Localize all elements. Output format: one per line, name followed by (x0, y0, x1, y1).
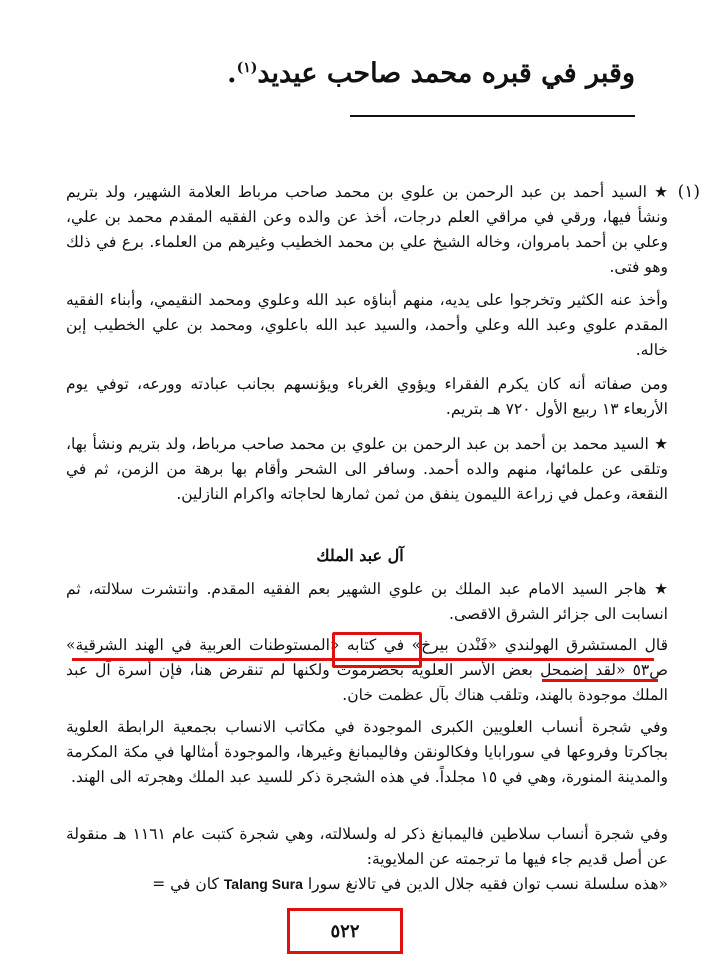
latin-place-name: Talang Sura (223, 876, 303, 892)
footnote-paragraph-1 (66, 180, 668, 280)
page-number-box (287, 908, 403, 954)
paragraph-text: ★ هاجر السيد الامام عبد الملك بن علوي الشهير بعم الفقيه المقدم. وانتشرت سلالته، ثم انسابت الى جزائر الشرق الاقصى. (66, 580, 668, 623)
heading-text: وقبر في قبره محمد صاحب عيديد (257, 58, 635, 89)
paragraph-text (66, 872, 668, 897)
paragraph-text: وأخذ عنه الكثير وتخرجوا على يديه، منهم أبناؤه عبد الله وعلوي ومحمد النقيمي، وأبناء الفقيه المقدم علوي وعبد الله وعلي وأحمد، والسيد عبد الله باعلوي، ومحمد بن علي الخطيب إبن خاله. (66, 291, 668, 359)
paragraph-text: ★ السيد محمد بن أحمد بن عبد الرحمن بن علوي بن محمد صاحب مرباط، ولد بتريم ونشأ بها، وتلقى عن علمائها، منهم والده أحمد. وسافر الى الشحر وأقام بها برهة من الزمن، ثم في النقعة، وعمل في زراعة الليمون ينفق من ثمن ثمارها لحاجاته واكرام النازلين. (66, 435, 668, 503)
paragraph-text: ★ السيد أحمد بن عبد الرحمن بن علوي بن محمد صاحب مرباط العلامة الشهير، ولد بتريم ونشأ فيها، ورقي في مراقي العلم درجات، أخذ عن والده وعن الفقيه المقدم محمد بن علي، وعلي بن أحمد بامروان، وخاله الشيخ علي بن محمد الخطيب وغيرهم من العلماء. برع في ذلك وهو فتى. (66, 183, 668, 276)
paragraph-text: ومن صفاته أنه كان يكرم الفقراء ويؤوي الغرباء ويؤنسهم بجانب عبادته وورعه، توفي يوم الأربعاء ١٣ ربيع الأول ٧٢٠ هـ بتريم. (66, 375, 668, 418)
continued-line (66, 872, 668, 897)
paragraph-text: وفي شجرة أنساب سلاطين فاليمبانغ ذكر له ولسلالته، وهي شجرة كتبت عام ١١٦١ هـ منقولة عن أصل قديم جاء فيها ما ترجمته عن الملايوية: (66, 825, 669, 868)
footnote-paragraph-2 (66, 288, 668, 363)
highlight-underline-title (72, 658, 654, 661)
heading-period: . (227, 58, 237, 89)
section-paragraph-3 (66, 715, 668, 790)
line-text-end: كان في = (152, 875, 219, 893)
paragraph-text: وفي شجرة أنساب العلويين الكبرى الموجودة في مكاتب الانساب بجمعية الرابطة العلوية بجاكرتا وفروعها في سورابايا وفكالونقن وفاليمبانغ وغيرها، والموجودة أمثالها في مكة المكرمة والمدينة المنورة، وهي في ١٥ مجلداً. في هذه الشجرة ذكر للسيد عبد الملك وهجرته الى الهند. (66, 718, 668, 786)
page-heading (227, 58, 635, 89)
section-subheading: آل عبد الملك (316, 546, 404, 565)
line-text-start: «هذه سلسلة نسب توان فقيه جلال الدين في تالانغ سورا (307, 875, 668, 893)
footnote-paragraph-3 (66, 372, 668, 422)
section-paragraph-4 (66, 822, 668, 872)
paragraph-text: قال المستشرق الهولندي «فَنْدن بيرخ» في كتابه «المستوطنات العربية في الهند الشرقية» ص٥٣ «لقد إضمحل بعض الأسر العلوية بحضرموت ولكنها لم تنقرض هنا، فإن أسرة آل عبد الملك موجودة بالهند، وتلقب هناك بآل عظمت خان. (66, 636, 668, 704)
highlight-box-author (332, 632, 422, 668)
section-paragraph-1 (66, 577, 668, 627)
highlight-underline-title-cont (542, 679, 658, 682)
footnote-reference: (١) (236, 60, 258, 76)
page-number: ٥٢٢ (330, 920, 360, 942)
footnote-number: (١) (677, 182, 700, 202)
heading-underline (350, 115, 635, 117)
footnote-paragraph-4 (66, 432, 668, 507)
